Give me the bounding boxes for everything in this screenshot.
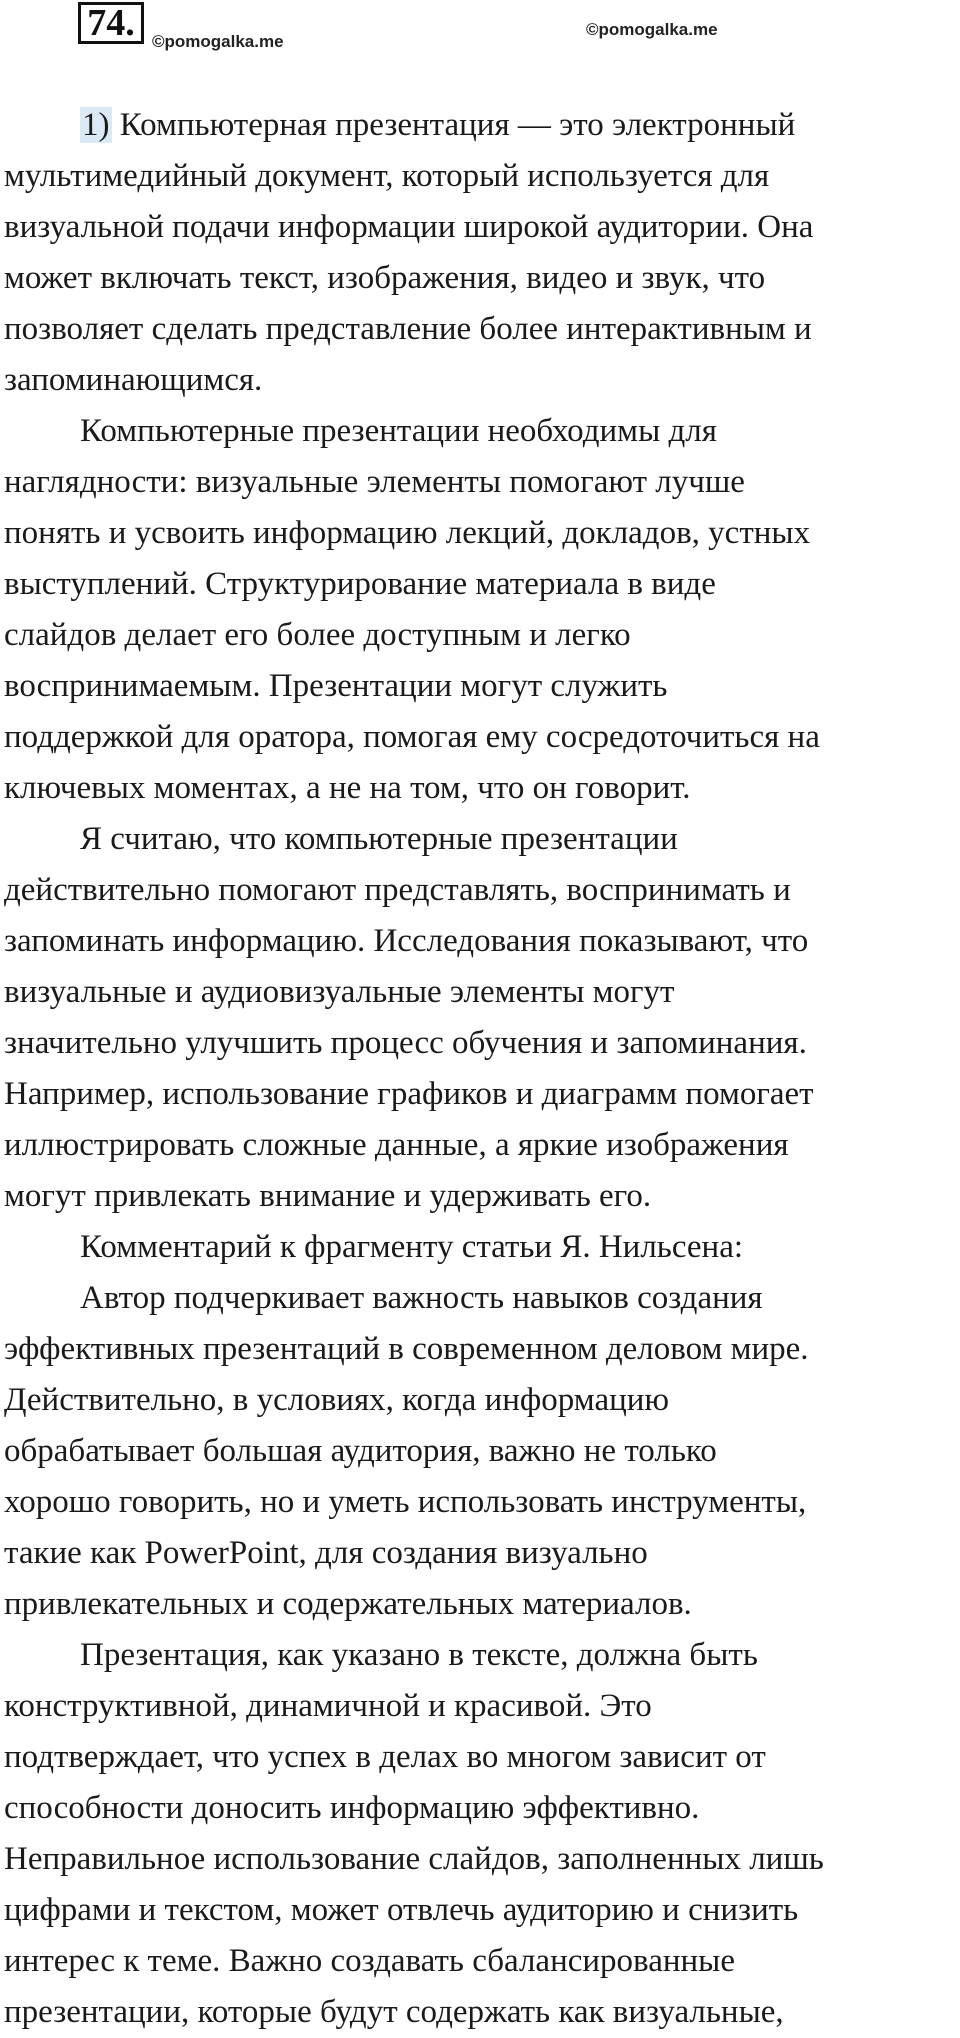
- text-line: наглядности: визуальные элементы помогают лучше: [4, 464, 745, 500]
- paragraph: [4, 1222, 960, 1273]
- text-line: Комментарий к фрагменту статьи Я. Нильсена:: [80, 1229, 744, 1265]
- text-line: Неправильное использование слайдов, заполненных лишь: [4, 1841, 824, 1877]
- text-line: мультимедийный документ, который используется для: [4, 158, 770, 194]
- text-line: значительно улучшить процесс обучения и запоминания.: [4, 1025, 807, 1061]
- text-line: могут привлекать внимание и удерживать его.: [4, 1178, 652, 1214]
- text-line: действительно помогают представлять, воспринимать и: [4, 872, 791, 908]
- text-line: позволяет сделать представление более интерактивным и: [4, 311, 812, 347]
- text-line: Я считаю, что компьютерные презентации: [80, 821, 678, 857]
- text-line: понять и усвоить информацию лекций, докладов, устных: [4, 515, 811, 551]
- watermark-left: ©pomogalka.me: [152, 32, 284, 51]
- text-line: способности доносить информацию эффективно.: [4, 1790, 700, 1826]
- text-line: иллюстрировать сложные данные, а яркие изображения: [4, 1127, 789, 1163]
- text-line: подтверждает, что успех в делах во многом зависит от: [4, 1739, 766, 1775]
- text-line: Действительно, в условиях, когда информацию: [4, 1382, 670, 1418]
- text-line: ключевых моментах, а не на том, что он говорит.: [4, 770, 691, 806]
- page-header: [0, 0, 960, 60]
- text-line: эффективных презентаций в современном деловом мире.: [4, 1331, 809, 1367]
- paragraph: [4, 1273, 960, 1630]
- task-number-box: 74.: [78, 2, 144, 44]
- text-line: Компьютерные презентации необходимы для: [80, 413, 717, 449]
- text-line: хорошо говорить, но и уметь использовать инструменты,: [4, 1484, 807, 1520]
- line-text: Компьютерная презентация — это электронный: [111, 107, 796, 143]
- paragraph: [4, 814, 960, 1222]
- text-line: запоминать информацию. Исследования показывают, что: [4, 923, 809, 959]
- text-line: слайдов делает его более доступным и легко: [4, 617, 631, 653]
- text-line: поддержкой для оратора, помогая ему сосредоточиться на: [4, 719, 820, 755]
- item-marker: 1): [82, 107, 110, 143]
- text-line: привлекательных и содержательных материалов.: [4, 1586, 692, 1622]
- text-line: конструктивной, динамичной и красивой. Это: [4, 1688, 652, 1724]
- paragraph: [4, 1630, 960, 2038]
- text-line: [4, 100, 960, 151]
- text-line: выступлений. Структурирование материала в виде: [4, 566, 716, 602]
- text-line: Презентация, как указано в тексте, должна быть: [80, 1637, 758, 1673]
- text-line: может включать текст, изображения, видео и звук, что: [4, 260, 766, 296]
- paragraph: [4, 100, 960, 406]
- text-line: обрабатывает большая аудитория, важно не только: [4, 1433, 717, 1469]
- text-line: интерес к теме. Важно создавать сбалансированные: [4, 1943, 735, 1979]
- text-line: такие как PowerPoint, для создания визуально: [4, 1535, 648, 1571]
- watermark-right: ©pomogalka.me: [586, 20, 718, 39]
- text-line: Например, использование графиков и диаграмм помогает: [4, 1076, 814, 1112]
- text-line: цифрами и текстом, может отвлечь аудиторию и снизить: [4, 1892, 799, 1928]
- text-line: Автор подчеркивает важность навыков создания: [80, 1280, 763, 1316]
- text-line: запоминающимся.: [4, 362, 263, 398]
- paragraph: [4, 406, 960, 814]
- text-line: визуальные и аудиовизуальные элементы могут: [4, 974, 675, 1010]
- text-line: воспринимаемым. Презентации могут служить: [4, 668, 668, 704]
- text-line: визуальной подачи информации широкой аудитории. Она: [4, 209, 814, 245]
- answer-text: [4, 100, 960, 2038]
- text-line: презентации, которые будут содержать как визуальные,: [4, 1994, 784, 2030]
